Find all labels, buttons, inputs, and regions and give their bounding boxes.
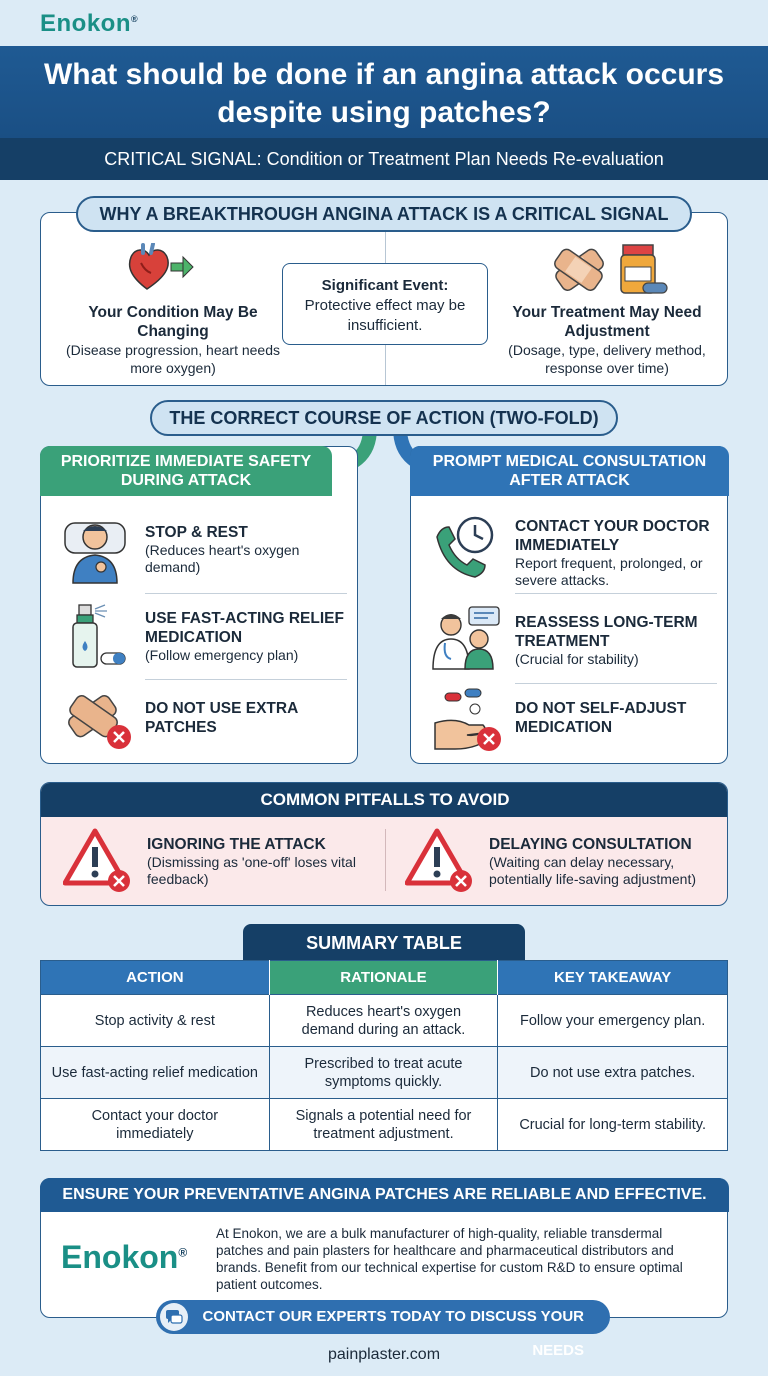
- brand-logo: Enokon®: [40, 10, 139, 37]
- doctor-patient-icon: [431, 605, 503, 671]
- chat-icon: [160, 1303, 188, 1331]
- table-cell: Do not use extra patches.: [498, 1047, 728, 1099]
- table-row: [41, 1099, 728, 1151]
- consultation-heading: PROMPT MEDICAL CONSULTATION AFTER ATTACK: [410, 446, 729, 496]
- patch-cross-icon: [65, 687, 135, 753]
- divider: [145, 679, 347, 680]
- table-cell: Prescribed to treat acute symptoms quickly.: [269, 1047, 498, 1099]
- table-cell: Signals a potential need for treatment adjustment.: [269, 1099, 498, 1151]
- safety-panel: [40, 446, 358, 764]
- table-cell: Use fast-acting relief medication: [41, 1047, 270, 1099]
- divider: [515, 683, 717, 684]
- contact-experts-label: CONTACT OUR EXPERTS TODAY TO DISCUSS YOUR NEEDS: [202, 1308, 584, 1359]
- website-link[interactable]: painplaster.com: [327, 1346, 441, 1363]
- why-center-text: Protective effect may be insufficient.: [304, 297, 466, 334]
- heart-arrow-icon: [125, 243, 195, 293]
- safety-heading: PRIORITIZE IMMEDIATE SAFETY DURING ATTACK: [40, 446, 332, 496]
- list-item: IGNORING THE ATTACK (Dismissing as 'one-off' loses vital feedback): [147, 836, 356, 887]
- hand-pills-cross-icon: [431, 687, 505, 753]
- summary-table: [40, 960, 728, 1151]
- summary-title: SUMMARY TABLE: [243, 924, 525, 962]
- spray-bottle-icon: [71, 603, 131, 673]
- page-title: What should be done if an angina attack occurs despite using patches?: [43, 58, 725, 129]
- cta-panel: [40, 1178, 728, 1318]
- why-center-heading: Significant Event:: [321, 277, 449, 294]
- table-header: RATIONALE: [269, 961, 498, 995]
- action-title: THE CORRECT COURSE OF ACTION (TWO-FOLD): [150, 400, 618, 436]
- brand-logo: Enokon®: [61, 1239, 188, 1275]
- why-right: [487, 303, 727, 377]
- table-cell: Crucial for long-term stability.: [498, 1099, 728, 1151]
- divider: [145, 593, 347, 594]
- why-title: WHY A BREAKTHROUGH ANGINA ATTACK IS A CRITICAL SIGNAL: [76, 196, 692, 232]
- why-center-box: [282, 263, 488, 345]
- table-row: [41, 995, 728, 1047]
- why-right-text: (Dosage, type, delivery method, response over time): [508, 342, 706, 376]
- warning-triangle-icon: [63, 827, 133, 893]
- table-header: ACTION: [41, 961, 270, 995]
- resting-person-icon: [63, 513, 129, 585]
- pitfalls-panel: [40, 782, 728, 906]
- table-row: [41, 1047, 728, 1099]
- list-item: USE FAST-ACTING RELIEF MEDICATION (Follow emergency plan): [145, 610, 344, 663]
- list-item: REASSESS LONG-TERM TREATMENT (Crucial for stability): [515, 614, 698, 667]
- table-cell: Contact your doctor immediately: [41, 1099, 270, 1151]
- hero-subtitle: CRITICAL SIGNAL: Condition or Treatment Plan Needs Re-evaluation: [0, 138, 768, 180]
- divider: [515, 593, 717, 594]
- why-left-text: (Disease progression, heart needs more oxygen): [65, 342, 280, 376]
- why-left-heading: Your Condition May Be Changing: [88, 304, 258, 340]
- pitfalls-heading: COMMON PITFALLS TO AVOID: [41, 783, 728, 817]
- table-cell: Stop activity & rest: [41, 995, 270, 1047]
- warning-triangle-icon: [405, 827, 475, 893]
- list-item: STOP & REST (Reduces heart's oxygen demand): [145, 524, 300, 575]
- why-left: [53, 303, 293, 377]
- table-cell: Follow your emergency plan.: [498, 995, 728, 1047]
- patch-pill-bottle-icon: [551, 239, 671, 299]
- table-cell: Reduces heart's oxygen demand during an attack.: [269, 995, 498, 1047]
- why-right-heading: Your Treatment May Need Adjustment: [512, 304, 702, 340]
- phone-clock-icon: [431, 513, 499, 585]
- consultation-panel: [410, 446, 728, 764]
- list-item: DELAYING CONSULTATION (Waiting can delay necessary, potentially life-saving adjustment): [489, 836, 696, 887]
- why-panel: [40, 212, 728, 386]
- cta-description: At Enokon, we are a bulk manufacturer of high-quality, reliable transdermal patches and pain plasters for healthcare and pharmaceutical distributors and brands. Benefit from our technical expertise for custom R&D to ensure optimal patient outcomes.: [216, 1226, 683, 1292]
- cta-heading: ENSURE YOUR PREVENTATIVE ANGINA PATCHES ARE RELIABLE AND EFFECTIVE.: [40, 1178, 729, 1212]
- hero-banner: [0, 46, 768, 138]
- list-item: CONTACT YOUR DOCTOR IMMEDIATELY Report frequent, prolonged, or severe attacks.: [515, 518, 710, 588]
- table-header: KEY TAKEAWAY: [498, 961, 728, 995]
- list-item: DO NOT SELF-ADJUST MEDICATION: [515, 700, 687, 736]
- list-item: DO NOT USE EXTRA PATCHES: [145, 700, 298, 736]
